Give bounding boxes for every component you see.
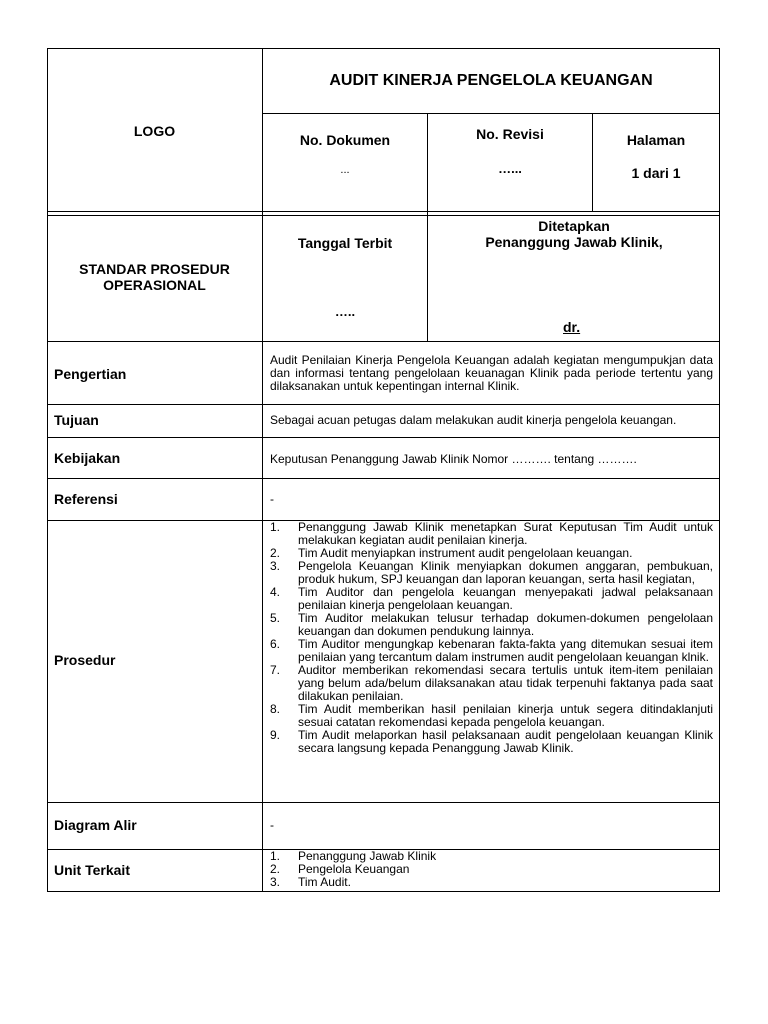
divider-vertical-main xyxy=(262,48,263,341)
diagram-alir-text: - xyxy=(270,818,274,832)
list-item xyxy=(270,664,713,703)
ditetapkan-line2: Penanggung Jawab Klinik, xyxy=(485,234,663,250)
border-top xyxy=(47,48,720,49)
list-text: Tim Audit menyiapkan instrument audit pengelolaan keuangan. xyxy=(298,546,633,560)
list-number: 9. xyxy=(270,728,281,742)
list-item xyxy=(270,612,713,638)
ditetapkan-line1: Ditetapkan xyxy=(538,218,610,234)
revisi-label: No. Revisi xyxy=(476,126,544,142)
list-text: Tim Auditor melakukan telusur terhadap dokumen-dokumen pengelolaan keuangan dan dokumen pendukung lainnya. xyxy=(298,611,713,638)
row-line-tujuan xyxy=(47,404,720,405)
list-number: 1. xyxy=(270,520,281,534)
list-text: Tim Auditor mengungkap kebenaran fakta-fakta yang ditemukan sesuai item penilaian yang tercantum dalam instrumen audit pengelolaan keuangan klnik. xyxy=(298,637,713,664)
list-number: 3. xyxy=(270,875,281,889)
label-referensi: Referensi xyxy=(54,491,118,507)
tanggal-value: ….. xyxy=(334,304,356,319)
list-number: 1. xyxy=(270,849,281,863)
referensi-text: - xyxy=(270,492,274,506)
row-line-pengertian xyxy=(47,341,720,342)
signature-name: dr. xyxy=(563,319,581,335)
document-title: AUDIT KINERJA PENGELOLA KEUANGAN xyxy=(329,72,653,89)
ditetapkan-block xyxy=(428,218,720,250)
list-number: 8. xyxy=(270,702,281,716)
list-item xyxy=(270,560,713,586)
list-text: Tim Audit memberikan hasil penilaian kinerja untuk segera ditindaklanjuti sesuai catatan rekomendasi kepada pengelola keuangan. xyxy=(298,702,713,729)
list-item xyxy=(270,729,713,755)
sop-title-line1: STANDAR PROSEDUR xyxy=(79,261,230,277)
divider-title xyxy=(262,113,720,114)
list-item xyxy=(270,703,713,729)
tanggal-label: Tanggal Terbit xyxy=(297,235,393,251)
list-text: Auditor memberikan rekomendasi secara tertulis untuk item-item penilaian yang belum ada/belum dilaksanakan atau tidak terpenuhi faktanya pada saat dilakukan penilaian. xyxy=(298,663,713,703)
list-text: Tim Audit melaporkan hasil pelaksanaan audit pengelolaan keuangan Klinik secara langsung kepada Penanggung Jawab Klinik. xyxy=(298,728,713,755)
label-prosedur: Prosedur xyxy=(54,652,116,668)
divider-vertical-body xyxy=(262,341,263,892)
dokumen-value: ... xyxy=(340,164,350,176)
list-text: Penanggung Jawab Klinik xyxy=(298,849,437,863)
list-text: Tim Audit. xyxy=(298,875,351,889)
tujuan-text: Sebagai acuan petugas dalam melakukan audit kinerja pengelola keuangan. xyxy=(270,413,677,427)
label-pengertian: Pengertian xyxy=(54,366,127,382)
divider-double-b xyxy=(47,215,720,216)
border-right xyxy=(719,48,720,892)
list-number: 3. xyxy=(270,559,281,573)
list-item xyxy=(270,876,713,889)
list-item xyxy=(270,521,713,547)
label-tujuan: Tujuan xyxy=(54,412,99,428)
prosedur-list xyxy=(270,521,713,755)
list-number: 2. xyxy=(270,862,281,876)
label-diagram-alir: Diagram Alir xyxy=(54,817,137,833)
dokumen-label: No. Dokumen xyxy=(299,132,391,148)
list-number: 5. xyxy=(270,611,281,625)
pengertian-text: Audit Penilaian Kinerja Pengelola Keuangan adalah kegiatan mengumpukjan data dan informasi tentang pengelolaan keuanagan Klinik pada periode tertentu yang dilaksanakan untuk kepentingan internal Klinik. xyxy=(270,353,713,393)
list-item xyxy=(270,638,713,664)
list-number: 6. xyxy=(270,637,281,651)
logo-placeholder: LOGO xyxy=(133,123,176,139)
list-number: 2. xyxy=(270,546,281,560)
border-bottom xyxy=(47,891,720,892)
sop-title-line2: OPERASIONAL xyxy=(103,277,206,293)
sop-title xyxy=(47,261,262,293)
row-line-referensi xyxy=(47,478,720,479)
row-line-kebijakan xyxy=(47,437,720,438)
list-text: Pengelola Keuangan Klinik menyiapkan dokumen anggaran, pembukuan, produk hukum, SPJ keuangan dan laporan keuangan, serta hasil kegiatan, xyxy=(298,559,713,586)
unit-terkait-list xyxy=(270,850,713,889)
sop-document xyxy=(47,48,720,892)
list-number: 4. xyxy=(270,585,281,599)
border-left xyxy=(47,48,48,892)
revisi-value: …... xyxy=(498,161,522,176)
list-text: Tim Auditor dan pengelola keuangan menyepakati jadwal pelaksanaan penilaian kinerja pengelolaan keuangan. xyxy=(298,585,713,612)
list-text: Pengelola Keuangan xyxy=(298,862,410,876)
halaman-label: Halaman xyxy=(626,132,686,148)
list-item xyxy=(270,586,713,612)
row-line-diagram xyxy=(47,802,720,803)
divider-vertical-revisi xyxy=(592,113,593,212)
list-number: 7. xyxy=(270,663,281,677)
kebijakan-text: Keputusan Penanggung Jawab Klinik Nomor ………. tentang ………. xyxy=(270,452,637,466)
list-text: Penanggung Jawab Klinik menetapkan Surat Keputusan Tim Audit untuk melakukan kegiatan audit penilaian kinerja. xyxy=(298,520,713,547)
label-unit-terkait: Unit Terkait xyxy=(54,862,130,878)
label-kebijakan: Kebijakan xyxy=(54,450,121,466)
divider-double-a xyxy=(47,211,720,212)
halaman-value: 1 dari 1 xyxy=(631,165,681,181)
